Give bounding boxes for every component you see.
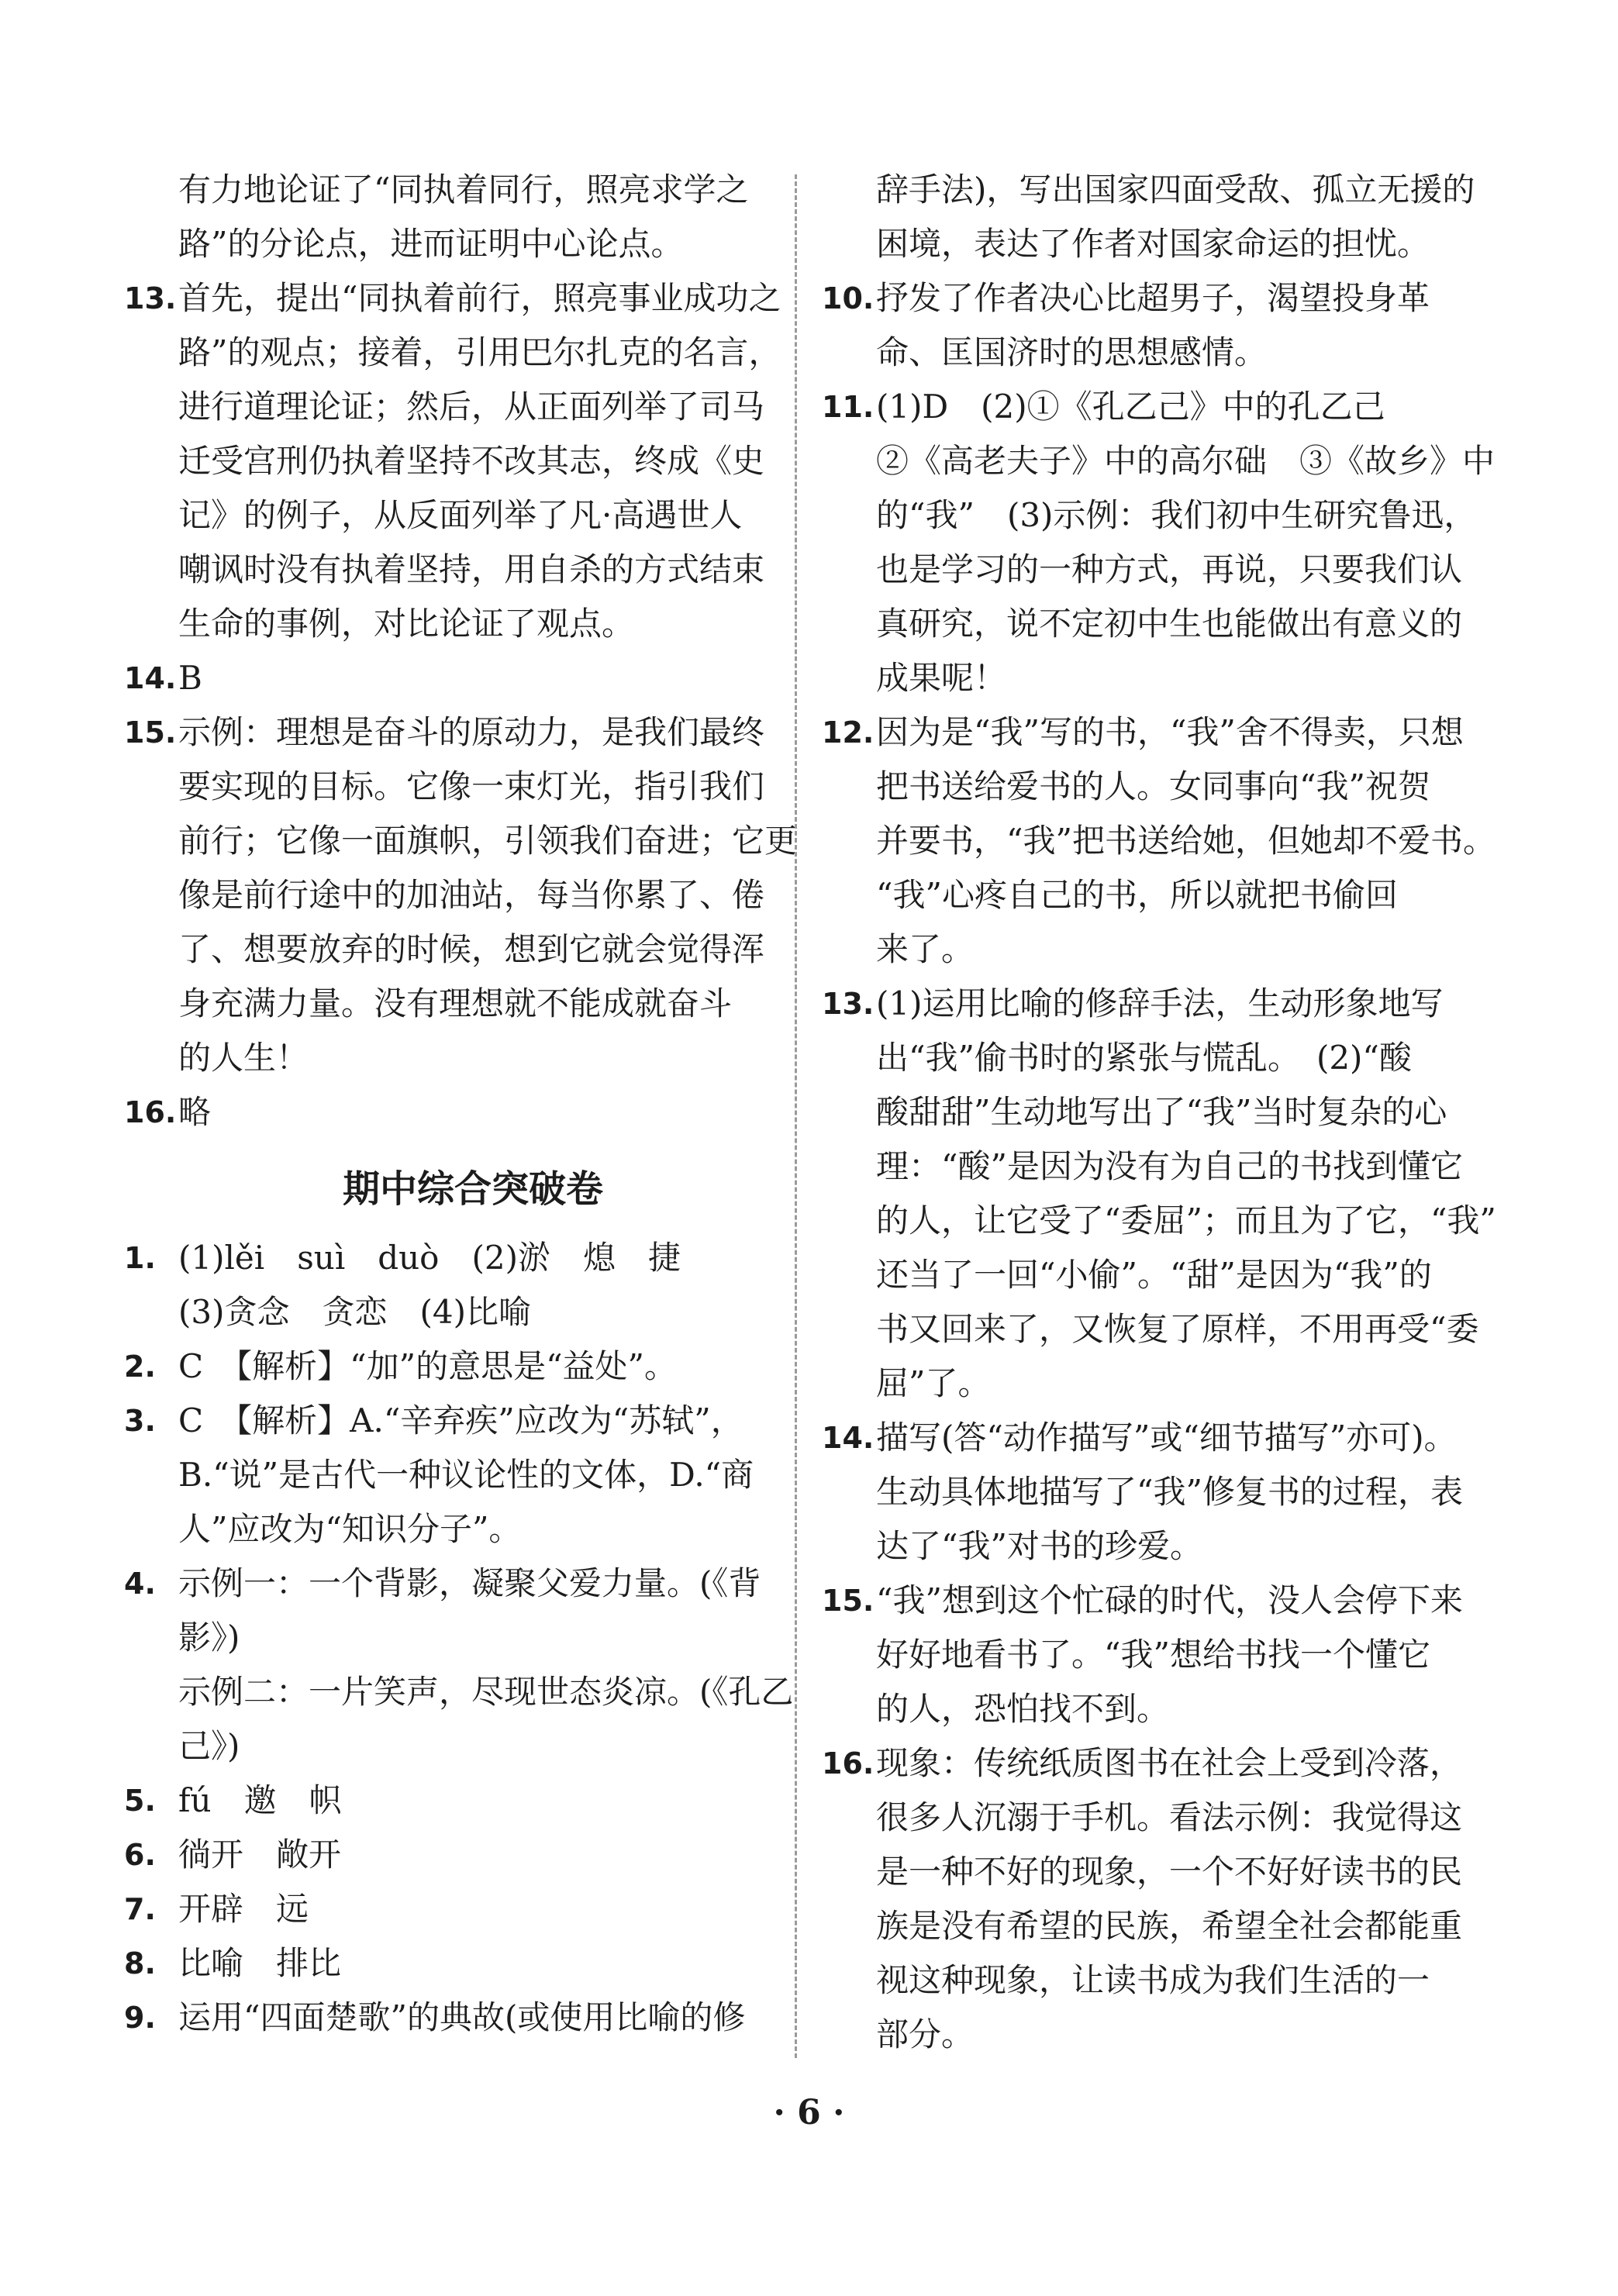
answer-line: 像是前行途中的加油站，每当你累了、倦 xyxy=(178,876,765,914)
answer-item-7 xyxy=(124,1882,768,1936)
answer-item-16-right xyxy=(822,1736,1465,2062)
answer-item-12 xyxy=(822,705,1496,977)
answer-line: 身充满力量。没有理想就不能成就奋斗 xyxy=(178,984,733,1022)
answer-line: 很多人沉溺于手机。看法示例：我觉得这 xyxy=(876,1798,1463,1836)
answer-line: 记》的例子，从反面列举了凡·高遇世人 xyxy=(178,496,743,534)
answer-line: 的人生！ xyxy=(178,1039,309,1077)
answer-line: 路”的分论点，进而证明中心论点。 xyxy=(178,225,684,263)
answer-line: 的人，让它受了“委屈”；而且为了它，“我” xyxy=(876,1201,1496,1239)
answer-line: 因为是“我”写的书，“我”舍不得卖，只想 xyxy=(876,713,1464,751)
right-column xyxy=(822,163,1496,2062)
answer-line: 路”的观点；接着，引用巴尔扎克的名言， xyxy=(178,333,781,371)
answer-number: 14. xyxy=(822,1421,875,1455)
answer-number: 8. xyxy=(124,1946,156,1981)
answer-line: 书又回来了，又恢复了原样，不用再受“委 xyxy=(876,1310,1479,1348)
answer-number: 15. xyxy=(822,1584,875,1618)
answer-line: “我”想到这个忙碌的时代，没人会停下来 xyxy=(876,1581,1463,1619)
answer-line: fú 邀 帜 xyxy=(178,1781,342,1819)
answer-item-9 xyxy=(124,1991,768,2045)
answer-line: 还当了一回“小偷”。“甜”是因为“我”的 xyxy=(876,1256,1432,1294)
answer-number: 13. xyxy=(822,987,875,1021)
answer-line: B.“说”是古代一种议论性的文体，D.“商 xyxy=(178,1456,754,1494)
answer-item-10 xyxy=(822,271,1465,380)
answer-line: 略 xyxy=(178,1093,212,1131)
answer-item-13-right xyxy=(822,977,1496,1411)
answer-line: 生动具体地描写了“我”修复书的过程，表 xyxy=(876,1473,1463,1511)
continued-answer xyxy=(124,163,768,271)
answer-line: (1)运用比喻的修辞手法，生动形象地写 xyxy=(876,984,1444,1022)
answer-line: 示例二：一片笑声，尽现世态炎凉。(《孔乙 xyxy=(178,1673,794,1711)
answer-line: 好好地看书了。“我”想给书找一个懂它 xyxy=(876,1636,1430,1674)
answer-number: 2. xyxy=(124,1350,156,1384)
answer-line: 开辟 远 xyxy=(178,1890,309,1928)
answer-line: 示例：理想是奋斗的原动力，是我们最终 xyxy=(178,713,765,751)
answer-line: 己》) xyxy=(178,1727,240,1765)
answer-line: 抒发了作者决心比超男子，渴望投身革 xyxy=(876,279,1430,317)
answer-item-15-right xyxy=(822,1574,1465,1736)
answer-number: 1. xyxy=(124,1241,156,1275)
answer-item-6 xyxy=(124,1828,768,1882)
answer-item-2 xyxy=(124,1339,768,1394)
answer-line: 屈”了。 xyxy=(876,1364,991,1402)
answer-line: 命、匡国济时的思想感情。 xyxy=(876,333,1268,371)
answer-item-11 xyxy=(822,380,1496,705)
answer-number: 3. xyxy=(124,1404,156,1438)
answer-number: 6. xyxy=(124,1838,156,1872)
answer-line: 比喻 排比 xyxy=(178,1944,342,1982)
answer-line: 部分。 xyxy=(876,2015,975,2053)
answer-line: C 【解析】A.“辛弃疾”应改为“苏轼”， xyxy=(178,1401,743,1439)
column-divider xyxy=(795,174,797,2058)
answer-line: 运用“四面楚歌”的典故(或使用比喻的修 xyxy=(178,1998,746,2036)
answer-line: B xyxy=(178,659,202,697)
answer-item-15 xyxy=(124,705,798,1085)
answer-line: 有力地论证了“同执着同行，照亮求学之 xyxy=(178,171,749,209)
answer-line: C 【解析】“加”的意思是“益处”。 xyxy=(178,1347,678,1385)
answer-item-1 xyxy=(124,1231,768,1339)
answer-line: 生命的事例，对比论证了观点。 xyxy=(178,605,635,643)
answer-line: (1)D (2)①《孔乙己》中的孔乙己 xyxy=(876,388,1385,426)
answer-item-14-right xyxy=(822,1411,1465,1574)
answer-number: 9. xyxy=(124,2001,156,2035)
answer-line: 视这种现象，让读书成为我们生活的一 xyxy=(876,1961,1430,1999)
answer-line: 描写(答“动作描写”或“细节描写”亦可)。 xyxy=(876,1419,1457,1457)
answer-line: 也是学习的一种方式，再说，只要我们认 xyxy=(876,550,1463,588)
answer-number: 5. xyxy=(124,1784,156,1818)
answer-line: 进行道理论证；然后，从正面列举了司马 xyxy=(178,388,765,426)
answer-line: 示例一：一个背影，凝聚父爱力量。(《背 xyxy=(178,1564,761,1602)
answer-number: 13. xyxy=(124,281,177,315)
section-title: 期中综合突破卷 xyxy=(342,1167,603,1211)
answer-line: 前行；它像一面旗帜，引领我们奋进；它更 xyxy=(178,822,798,860)
answer-line: 困境，表达了作者对国家命运的担忧。 xyxy=(876,225,1430,263)
answer-line: “我”心疼自己的书，所以就把书偷回 xyxy=(876,876,1398,914)
answer-line: 真研究，说不定初中生也能做出有意义的 xyxy=(876,605,1463,643)
answer-item-8 xyxy=(124,1936,768,1991)
page-number: · 6 · xyxy=(773,2093,845,2132)
answer-line: 并要书，“我”把书送给她，但她却不爱书。 xyxy=(876,822,1496,860)
answer-number: 12. xyxy=(822,715,875,750)
answer-item-14 xyxy=(124,651,768,705)
answer-number: 7. xyxy=(124,1892,156,1926)
answer-line: 出“我”偷书时的紧张与慌乱。 (2)“酸 xyxy=(876,1039,1412,1077)
answer-line: 是一种不好的现象，一个不好好读书的民 xyxy=(876,1853,1463,1891)
answer-item-4 xyxy=(124,1557,794,1774)
answer-line: 成果呢！ xyxy=(876,659,1007,697)
answer-number: 16. xyxy=(124,1095,177,1129)
answer-item-16 xyxy=(124,1085,768,1139)
answer-line: 现象：传统纸质图书在社会上受到冷落， xyxy=(876,1744,1463,1782)
answer-line: 嘲讽时没有执着坚持，用自杀的方式结束 xyxy=(178,550,765,588)
answer-line: 首先，提出“同执着前行，照亮事业成功之 xyxy=(178,279,781,317)
answer-number: 16. xyxy=(822,1746,875,1781)
answer-line: 辞手法)，写出国家四面受敌、孤立无援的 xyxy=(876,171,1475,209)
answer-line: (3)贪念 贪恋 (4)比喻 xyxy=(178,1293,531,1331)
answer-item-13 xyxy=(124,271,781,651)
answer-line: 人”应改为“知识分子”。 xyxy=(178,1510,522,1548)
answer-line: 迁受宫刑仍执着坚持不改其志，终成《史 xyxy=(178,442,765,480)
answer-item-5 xyxy=(124,1774,768,1828)
answer-line: 的“我” (3)示例：我们初中生研究鲁迅， xyxy=(876,496,1477,534)
answer-number: 4. xyxy=(124,1567,156,1601)
left-column xyxy=(124,163,798,2045)
answer-line: 达了“我”对书的珍爱。 xyxy=(876,1527,1202,1565)
answer-number: 10. xyxy=(822,281,875,315)
answer-item-3 xyxy=(124,1394,768,1557)
answer-line: 酸甜甜”生动地写出了“我”当时复杂的心 xyxy=(876,1093,1447,1131)
answer-line: (1)lěi suì duò (2)淤 熄 捷 xyxy=(178,1239,681,1277)
answer-line: 了、想要放弃的时候，想到它就会觉得浑 xyxy=(178,930,765,968)
answer-line: 把书送给爱书的人。女同事向“我”祝贺 xyxy=(876,767,1430,805)
continued-answer xyxy=(822,163,1475,271)
answer-line: 影》) xyxy=(178,1619,240,1656)
answer-line: ②《高老夫子》中的高尔础 ③《故乡》中 xyxy=(876,442,1496,480)
answer-number: 15. xyxy=(124,715,177,750)
answer-number: 14. xyxy=(124,661,177,695)
answer-line: 要实现的目标。它像一束灯光，指引我们 xyxy=(178,767,765,805)
answer-line: 徜开 敞开 xyxy=(178,1836,342,1874)
answer-line: 理：“酸”是因为没有为自己的书找到懂它 xyxy=(876,1147,1463,1185)
answer-line: 族是没有希望的民族，希望全社会都能重 xyxy=(876,1907,1463,1945)
answer-number: 11. xyxy=(822,390,875,424)
answer-line: 来了。 xyxy=(876,930,975,968)
answer-line: 的人，恐怕找不到。 xyxy=(876,1690,1170,1728)
